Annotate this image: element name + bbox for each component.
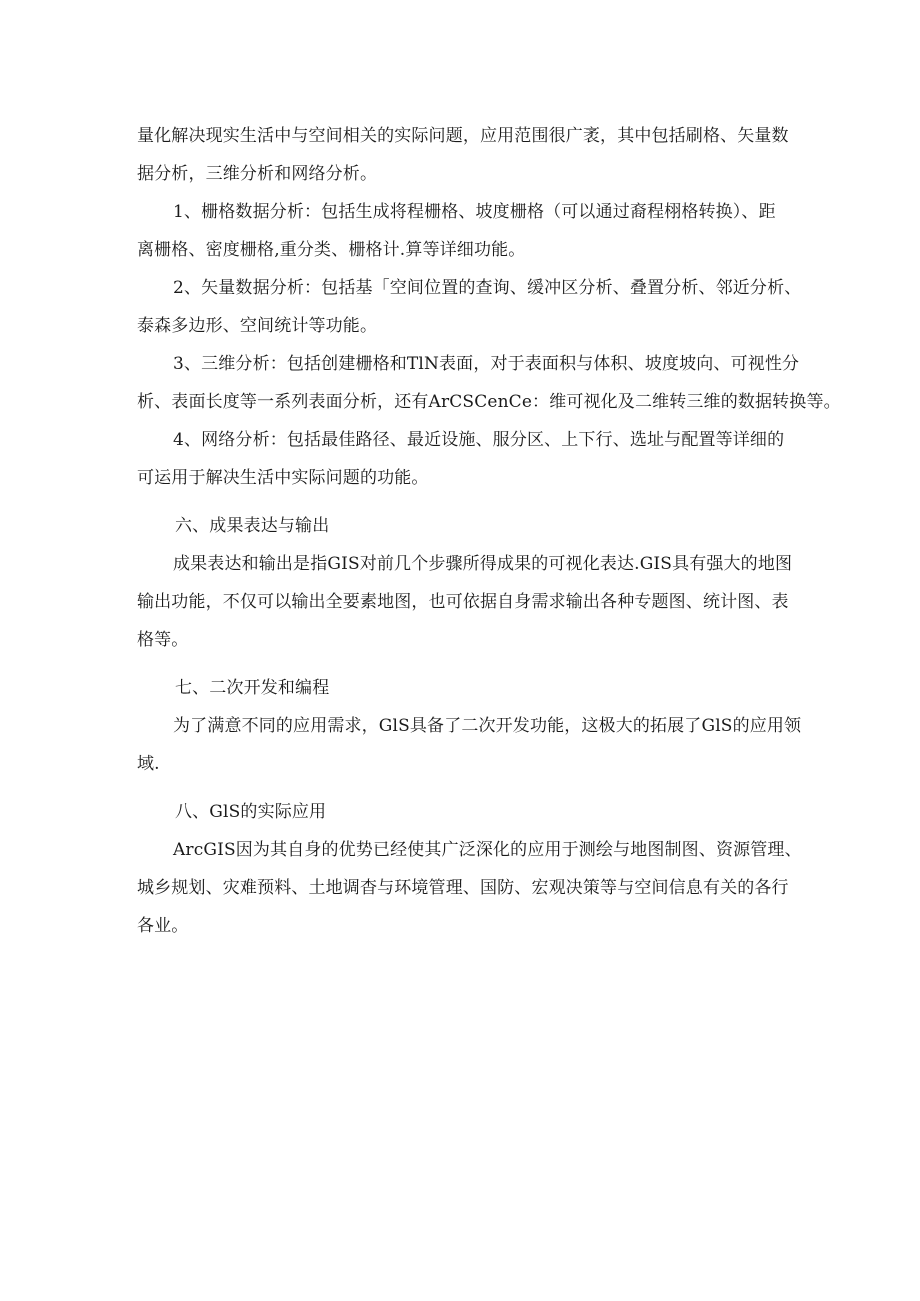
- section8-line-1: ArcGIS因为其自身的优势已经使其广泛深化的应用于测绘与地图制图、资源管理、: [173, 840, 802, 860]
- section8-line-3: 各业。: [137, 916, 189, 936]
- item2-line-1: 2、矢量数据分析：包括基「空间位置的查询、缓冲区分析、叠置分析、邻近分析、: [173, 278, 802, 298]
- document-page: [137, 117, 841, 945]
- item1-line-1: 1、栅格数据分析：包括生成将程栅格、坡度栅格（可以通过裔程栩格转换）、距: [173, 202, 776, 222]
- section7-heading: 七、二次开发和编程: [175, 678, 330, 698]
- item2-line-2: 泰森多边形、空间统计等功能。: [137, 316, 378, 336]
- section7-line-1: 为了满意不同的应用需求，GlS具备了二次开发功能，这极大的拓展了GlS的应用领: [173, 716, 802, 736]
- section7-line-2: 域.: [137, 754, 160, 774]
- item1-line-2: 离栅格、密度栅格,重分类、栅格计.算等详细功能。: [137, 240, 526, 260]
- intro-line-1: 量化解决现实生活中与空间相关的实际问题，应用范围很广袤，其中包括刷格、矢量数: [137, 126, 789, 146]
- section6-line-2: 输出功能，不仅可以输出全要素地图，也可依据自身需求输出各种专题图、统计图、表: [137, 592, 789, 612]
- section8-heading: 八、GlS的实际应用: [175, 802, 327, 822]
- section6-line-3: 格等。: [137, 630, 189, 650]
- section6-line-1: 成果表达和输出是指GIS对前几个步骤所得成果的可视化表达.GIS具有强大的地图: [173, 554, 793, 574]
- item4-line-1: 4、网络分析：包括最佳路径、最近设施、服分区、上下行、选址与配置等详细的: [173, 430, 785, 450]
- section8-line-2: 城乡规划、灾难预料、土地调杳与环境管理、国防、宏观决策等与空间信息有关的各行: [137, 878, 789, 898]
- intro-line-2: 据分析，三维分析和网络分析。: [137, 164, 378, 184]
- section6-heading: 六、成果表达与输出: [175, 516, 330, 536]
- item3-line-1: 3、三维分析：包括创建栅格和TlN表面，对于表面积与体积、坡度坡向、可视性分: [173, 354, 800, 374]
- item4-line-2: 可运用于解决生活中实际问题的功能。: [137, 468, 429, 488]
- item3-line-2: 析、表面长度等一系列表面分析，还有ArCSCenCe：维可视化及二维转三维的数据转换等。: [137, 392, 841, 412]
